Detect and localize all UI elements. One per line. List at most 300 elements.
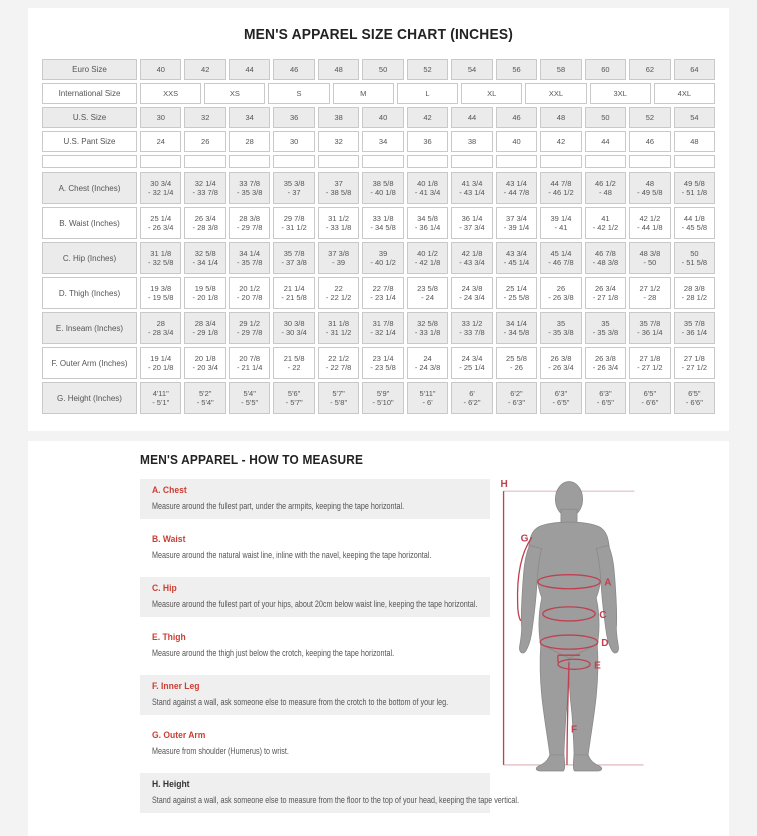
range-from: 35 7/8 <box>283 249 305 258</box>
range-from: 27 1/2 <box>639 284 661 293</box>
range-to: - 26 3/4 <box>548 363 574 372</box>
range-from: 6' <box>469 389 475 398</box>
size-cell: 42 <box>540 131 581 152</box>
range-from: 43 1/4 <box>506 179 527 188</box>
measure-item-label: E. Thigh <box>152 632 186 643</box>
size-cell: XL <box>461 83 522 104</box>
measure-cell <box>362 347 403 379</box>
range-to: - 5'8" <box>330 398 348 407</box>
measure-cell <box>674 312 715 344</box>
range-from: 23 1/4 <box>372 354 394 363</box>
range-to: - 37 <box>287 188 301 197</box>
size-cell: XS <box>204 83 265 104</box>
measure-cell <box>629 207 670 239</box>
measure-cell <box>585 172 626 204</box>
range-to: - 48 3/8 <box>592 258 619 267</box>
range-from: 32 5/8 <box>417 319 438 328</box>
range-from: 26 3/8 <box>594 354 616 363</box>
range-from: 46 1/2 <box>594 179 616 188</box>
size-cell: S <box>268 83 329 104</box>
measure-cell <box>318 382 359 414</box>
range-to: - 33 1/8 <box>325 223 352 232</box>
diagram-label-chest: A <box>604 577 612 589</box>
range-from: 30 3/8 <box>283 319 305 328</box>
size-input-box[interactable] <box>585 155 626 168</box>
measure-row <box>42 207 715 239</box>
range-from: 48 3/8 <box>639 249 661 258</box>
measure-cell <box>184 172 225 204</box>
diagram-label-thigh: E <box>594 660 601 672</box>
range-from: 35 <box>601 319 610 328</box>
measure-cell <box>629 347 670 379</box>
measure-item-text: Measure around the thigh just below the crotch, keeping the tape horizontal. <box>152 648 395 658</box>
size-cell: 58 <box>540 59 581 80</box>
size-cell: 36 <box>273 107 314 128</box>
range-from: 6'5" <box>688 389 701 398</box>
measure-item <box>140 724 490 764</box>
row-label: U.S. Size <box>42 107 137 128</box>
range-from: 26 3/4 <box>594 284 616 293</box>
size-table <box>42 59 715 414</box>
size-cell: 46 <box>629 131 670 152</box>
size-input-row <box>42 155 715 168</box>
range-to: - 5'7" <box>285 398 303 407</box>
diagram-label-hip: D <box>601 638 609 650</box>
range-from: 5'11" <box>419 389 436 398</box>
range-from: 25 5/8 <box>506 354 527 363</box>
range-from: 43 3/4 <box>506 249 527 258</box>
size-cell: 38 <box>451 131 492 152</box>
size-row <box>42 83 715 104</box>
measure-cell <box>585 242 626 274</box>
range-to: - 28 <box>643 293 657 302</box>
measure-item-label: H. Height <box>152 779 190 790</box>
measure-cell <box>585 312 626 344</box>
range-from: 39 1/4 <box>550 214 572 223</box>
measure-cell <box>229 347 270 379</box>
size-cell: 42 <box>407 107 448 128</box>
size-cell: XXL <box>525 83 586 104</box>
measure-item <box>140 479 490 519</box>
row-label: International Size <box>42 83 137 104</box>
range-from: 40 1/8 <box>417 179 438 188</box>
size-input-box[interactable] <box>184 155 225 168</box>
range-from: 40 1/2 <box>417 249 438 258</box>
range-from: 44 1/8 <box>683 214 705 223</box>
size-cell: 50 <box>585 107 626 128</box>
measure-cell <box>496 347 537 379</box>
range-to: - 51 5/8 <box>681 258 708 267</box>
range-to: - 27 1/8 <box>592 293 619 302</box>
measure-row <box>42 172 715 204</box>
size-row <box>42 107 715 128</box>
range-from: 6'3" <box>599 389 612 398</box>
measure-cell <box>496 242 537 274</box>
measure-cell <box>496 277 537 309</box>
range-to: - 27 1/2 <box>637 363 663 372</box>
measure-cell <box>629 312 670 344</box>
range-to: - 22 1/2 <box>325 293 352 302</box>
range-from: 37 3/8 <box>328 249 350 258</box>
range-to: - 43 3/4 <box>459 258 485 267</box>
range-to: - 34 5/8 <box>370 223 396 232</box>
measure-cell <box>362 312 403 344</box>
size-input-box[interactable] <box>42 155 137 168</box>
size-cell: 38 <box>318 107 359 128</box>
range-from: 31 1/2 <box>328 214 350 223</box>
range-to: - 36 1/4 <box>637 328 663 337</box>
size-cell: 34 <box>229 107 270 128</box>
measure-row-label: D. Thigh (Inches) <box>42 277 137 309</box>
size-cell: 32 <box>318 131 359 152</box>
size-cell: 54 <box>451 59 492 80</box>
range-from: 35 <box>556 319 566 328</box>
size-input-box[interactable] <box>273 155 314 168</box>
range-from: 28 3/8 <box>239 214 261 223</box>
range-from: 39 <box>378 249 388 258</box>
size-input-box[interactable] <box>362 155 403 168</box>
range-to: - 20 1/8 <box>192 293 218 302</box>
measure-cell <box>674 277 715 309</box>
measure-cell <box>184 382 225 414</box>
measure-item-label: A. Chest <box>152 485 187 496</box>
measure-cell <box>496 382 537 414</box>
range-from: 20 1/2 <box>239 284 261 293</box>
range-to: - 20 7/8 <box>236 293 263 302</box>
size-input-box[interactable] <box>629 155 670 168</box>
measure-cell <box>496 172 537 204</box>
range-from: 28 3/4 <box>194 319 216 328</box>
range-to: - 42 1/8 <box>414 258 441 267</box>
range-from: 48 <box>645 179 655 188</box>
measure-cell <box>318 312 359 344</box>
size-input-box[interactable] <box>407 155 448 168</box>
how-to-measure-card <box>28 441 729 836</box>
range-to: - 44 7/8 <box>503 188 530 197</box>
measure-row <box>42 382 715 414</box>
range-to: - 39 1/4 <box>503 223 530 232</box>
measure-cell <box>273 277 314 309</box>
range-to: - 46 1/2 <box>548 188 574 197</box>
range-from: 37 3/4 <box>506 214 527 223</box>
measure-cell <box>184 277 225 309</box>
measure-cell <box>229 172 270 204</box>
measure-cell <box>184 347 225 379</box>
size-cell: 34 <box>362 131 403 152</box>
range-to: - 6' <box>422 398 433 407</box>
measure-cell <box>318 277 359 309</box>
range-to: - 20 3/4 <box>192 363 218 372</box>
range-to: - 31 1/2 <box>325 328 352 337</box>
size-cell: XXS <box>140 83 201 104</box>
measure-cell <box>273 312 314 344</box>
measure-cell <box>318 347 359 379</box>
range-from: 29 7/8 <box>283 214 305 223</box>
range-to: - 6'5" <box>552 398 570 407</box>
size-cell: 24 <box>140 131 181 152</box>
size-cell: M <box>333 83 394 104</box>
measure-item-text: Measure from shoulder (Humerus) to wrist. <box>152 746 289 756</box>
size-input-box[interactable] <box>140 155 181 168</box>
measure-cell <box>629 382 670 414</box>
range-to: - 41 3/4 <box>414 188 441 197</box>
range-from: 50 <box>690 249 699 258</box>
measure-cell <box>407 382 448 414</box>
range-from: 41 <box>601 214 610 223</box>
range-from: 23 5/8 <box>417 284 438 293</box>
size-cell: 40 <box>496 131 537 152</box>
range-to: - 50 <box>643 258 657 267</box>
measure-item-text: Measure around the fullest part of your hips, about 20cm below waist line, keeping the tape horizontal. <box>152 599 478 609</box>
measure-cell <box>140 172 181 204</box>
size-cell: 44 <box>451 107 492 128</box>
measure-row-label: F. Outer Arm (Inches) <box>42 347 137 379</box>
measure-cell <box>407 172 448 204</box>
range-from: 22 7/8 <box>372 284 394 293</box>
measure-item <box>140 773 520 813</box>
measure-cell <box>140 382 181 414</box>
range-from: 25 1/4 <box>150 214 172 223</box>
range-to: - 35 3/8 <box>592 328 619 337</box>
range-to: - 37 3/4 <box>459 223 485 232</box>
measure-cell <box>229 382 270 414</box>
range-to: - 28 3/8 <box>192 223 218 232</box>
diagram-label-height: H <box>500 479 508 491</box>
range-from: 34 1/4 <box>239 249 261 258</box>
measure-cell <box>540 277 581 309</box>
body-diagram-svg <box>493 475 645 777</box>
range-from: 28 3/8 <box>683 284 705 293</box>
measure-cell <box>140 242 181 274</box>
measure-item-text: Measure around the fullest part, under the armpits, keeping the tape horizontal. <box>152 501 405 511</box>
range-from: 22 1/2 <box>328 354 350 363</box>
measure-items <box>140 479 520 813</box>
size-chart-card <box>28 8 729 431</box>
size-input-box[interactable] <box>451 155 492 168</box>
measure-cell <box>540 382 581 414</box>
range-from: 31 1/8 <box>150 249 172 258</box>
measure-cell <box>318 242 359 274</box>
measure-cell <box>540 242 581 274</box>
range-from: 49 5/8 <box>683 179 705 188</box>
measure-item-label: F. Inner Leg <box>152 681 200 692</box>
size-cell: 48 <box>540 107 581 128</box>
diagram-label-waist: C <box>599 609 607 621</box>
size-cell: 44 <box>585 131 626 152</box>
size-cell: 46 <box>496 107 537 128</box>
size-cell: 26 <box>184 131 225 152</box>
measure-cell <box>407 277 448 309</box>
size-cell: 3XL <box>590 83 651 104</box>
size-cell: 46 <box>273 59 314 80</box>
range-from: 28 <box>156 319 165 328</box>
size-cell: 42 <box>184 59 225 80</box>
measure-cell <box>184 242 225 274</box>
measure-cell <box>184 207 225 239</box>
measure-item <box>140 577 490 617</box>
range-from: 5'6" <box>287 389 301 398</box>
how-to-measure-title: MEN'S APPAREL - HOW TO MEASURE <box>140 453 364 467</box>
measure-cell <box>496 207 537 239</box>
range-to: - 21 5/8 <box>281 293 307 302</box>
range-from: 30 3/4 <box>150 179 172 188</box>
measure-cell <box>496 312 537 344</box>
measure-cell <box>674 347 715 379</box>
range-to: - 34 5/8 <box>503 328 530 337</box>
range-from: 29 1/2 <box>239 319 261 328</box>
range-to: - 39 <box>332 258 346 267</box>
diagram-label-outer-arm: G <box>520 533 529 545</box>
measure-cell <box>362 277 403 309</box>
size-cell: 32 <box>184 107 225 128</box>
range-from: 5'4" <box>243 389 256 398</box>
range-from: 31 7/8 <box>372 319 394 328</box>
range-from: 34 5/8 <box>417 214 438 223</box>
range-to: - 29 7/8 <box>236 223 263 232</box>
range-from: 24 <box>423 354 432 363</box>
measure-cell <box>585 277 626 309</box>
measure-item-text: Stand against a wall, ask someone else to measure from the crotch to the bottom of your leg. <box>152 697 449 707</box>
range-from: 32 5/8 <box>194 249 216 258</box>
range-from: 41 3/4 <box>461 179 483 188</box>
size-cell: 40 <box>362 107 403 128</box>
range-to: - 35 3/8 <box>548 328 574 337</box>
range-to: - 24 3/8 <box>414 363 441 372</box>
measure-cell <box>140 207 181 239</box>
range-to: - 40 1/8 <box>370 188 396 197</box>
measure-cell <box>229 312 270 344</box>
range-from: 4'11" <box>152 389 169 398</box>
range-from: 20 1/8 <box>194 354 216 363</box>
range-from: 24 3/8 <box>461 284 483 293</box>
range-to: - 25 5/8 <box>503 293 530 302</box>
range-to: - 29 1/8 <box>192 328 218 337</box>
range-to: - 36 1/4 <box>414 223 441 232</box>
range-to: - 24 <box>421 293 435 302</box>
range-to: - 41 <box>554 223 568 232</box>
measure-item-text: Stand against a wall, ask someone else to measure from the floor to the top of your head, keeping the tape vertical. <box>152 795 520 805</box>
range-to: - 26 3/4 <box>592 363 619 372</box>
range-from: 35 7/8 <box>639 319 661 328</box>
measure-cell <box>585 382 626 414</box>
range-to: - 48 <box>598 188 612 197</box>
range-from: 19 1/4 <box>150 354 172 363</box>
measure-cell <box>585 207 626 239</box>
range-to: - 23 5/8 <box>370 363 396 372</box>
range-to: - 22 <box>287 363 301 372</box>
range-to: - 5'5" <box>241 398 259 407</box>
size-input-box[interactable] <box>318 155 359 168</box>
range-from: 37 <box>334 179 343 188</box>
size-cell: 30 <box>273 131 314 152</box>
size-row <box>42 59 715 80</box>
size-cell: 36 <box>407 131 448 152</box>
measure-cell <box>629 172 670 204</box>
range-to: - 5'1" <box>152 398 170 407</box>
measure-item <box>140 675 490 715</box>
range-to: - 36 1/4 <box>681 328 708 337</box>
range-from: 26 3/4 <box>194 214 216 223</box>
size-cell: 50 <box>362 59 403 80</box>
range-from: 31 1/8 <box>328 319 350 328</box>
range-from: 35 3/8 <box>283 179 305 188</box>
size-cell: 52 <box>407 59 448 80</box>
range-to: - 44 1/8 <box>637 223 663 232</box>
measure-cell <box>273 207 314 239</box>
range-to: - 28 3/4 <box>148 328 174 337</box>
row-label: U.S. Pant Size <box>42 131 137 152</box>
measure-row-label: B. Waist (Inches) <box>42 207 137 239</box>
measure-cell <box>451 277 492 309</box>
measure-cell <box>140 347 181 379</box>
range-to: - 19 5/8 <box>148 293 174 302</box>
range-to: - 38 5/8 <box>325 188 352 197</box>
size-cell: 54 <box>674 107 715 128</box>
measure-row-label: E. Inseam (Inches) <box>42 312 137 344</box>
measure-row-label: A. Chest (Inches) <box>42 172 137 204</box>
range-to: - 35 7/8 <box>236 258 263 267</box>
size-input-box[interactable] <box>674 155 715 168</box>
range-to: - 6'2" <box>463 398 481 407</box>
range-from: 20 7/8 <box>239 354 261 363</box>
range-from: 5'2" <box>198 389 212 398</box>
measure-cell <box>362 172 403 204</box>
range-from: 32 1/4 <box>194 179 216 188</box>
measure-cell <box>362 382 403 414</box>
measure-cell <box>629 242 670 274</box>
range-to: - 45 5/8 <box>681 223 708 232</box>
range-to: - 40 1/2 <box>370 258 396 267</box>
measure-row <box>42 312 715 344</box>
range-to: - 33 7/8 <box>459 328 485 337</box>
range-from: 21 1/4 <box>283 284 305 293</box>
size-cell: 48 <box>674 131 715 152</box>
measure-row <box>42 277 715 309</box>
size-input-box[interactable] <box>496 155 537 168</box>
size-cell: 56 <box>496 59 537 80</box>
measure-item-label: C. Hip <box>152 583 177 594</box>
range-from: 45 1/4 <box>550 249 572 258</box>
size-cell: 28 <box>229 131 270 152</box>
range-from: 34 1/4 <box>506 319 527 328</box>
measure-cell <box>629 277 670 309</box>
measure-cell <box>674 242 715 274</box>
size-input-box[interactable] <box>229 155 270 168</box>
range-to: - 6'6" <box>641 398 659 407</box>
size-cell: 44 <box>229 59 270 80</box>
range-from: 38 5/8 <box>372 179 394 188</box>
range-from: 46 7/8 <box>594 249 616 258</box>
size-input-box[interactable] <box>540 155 581 168</box>
range-from: 42 1/2 <box>639 214 661 223</box>
range-from: 25 1/4 <box>506 284 527 293</box>
measure-cell <box>140 277 181 309</box>
range-to: - 26 <box>510 363 523 372</box>
measure-cell <box>318 172 359 204</box>
range-to: - 31 1/2 <box>281 223 307 232</box>
range-from: 26 3/8 <box>550 354 572 363</box>
measure-row <box>42 242 715 274</box>
range-to: - 6'5" <box>596 398 614 407</box>
size-cell: 64 <box>674 59 715 80</box>
range-to: - 49 5/8 <box>637 188 663 197</box>
measure-cell <box>585 347 626 379</box>
measure-item-label: G. Outer Arm <box>152 730 206 741</box>
range-from: 5'9" <box>376 389 390 398</box>
body-silhouette-icon <box>520 482 619 771</box>
range-to: - 42 1/2 <box>592 223 619 232</box>
range-from: 24 3/4 <box>461 354 483 363</box>
